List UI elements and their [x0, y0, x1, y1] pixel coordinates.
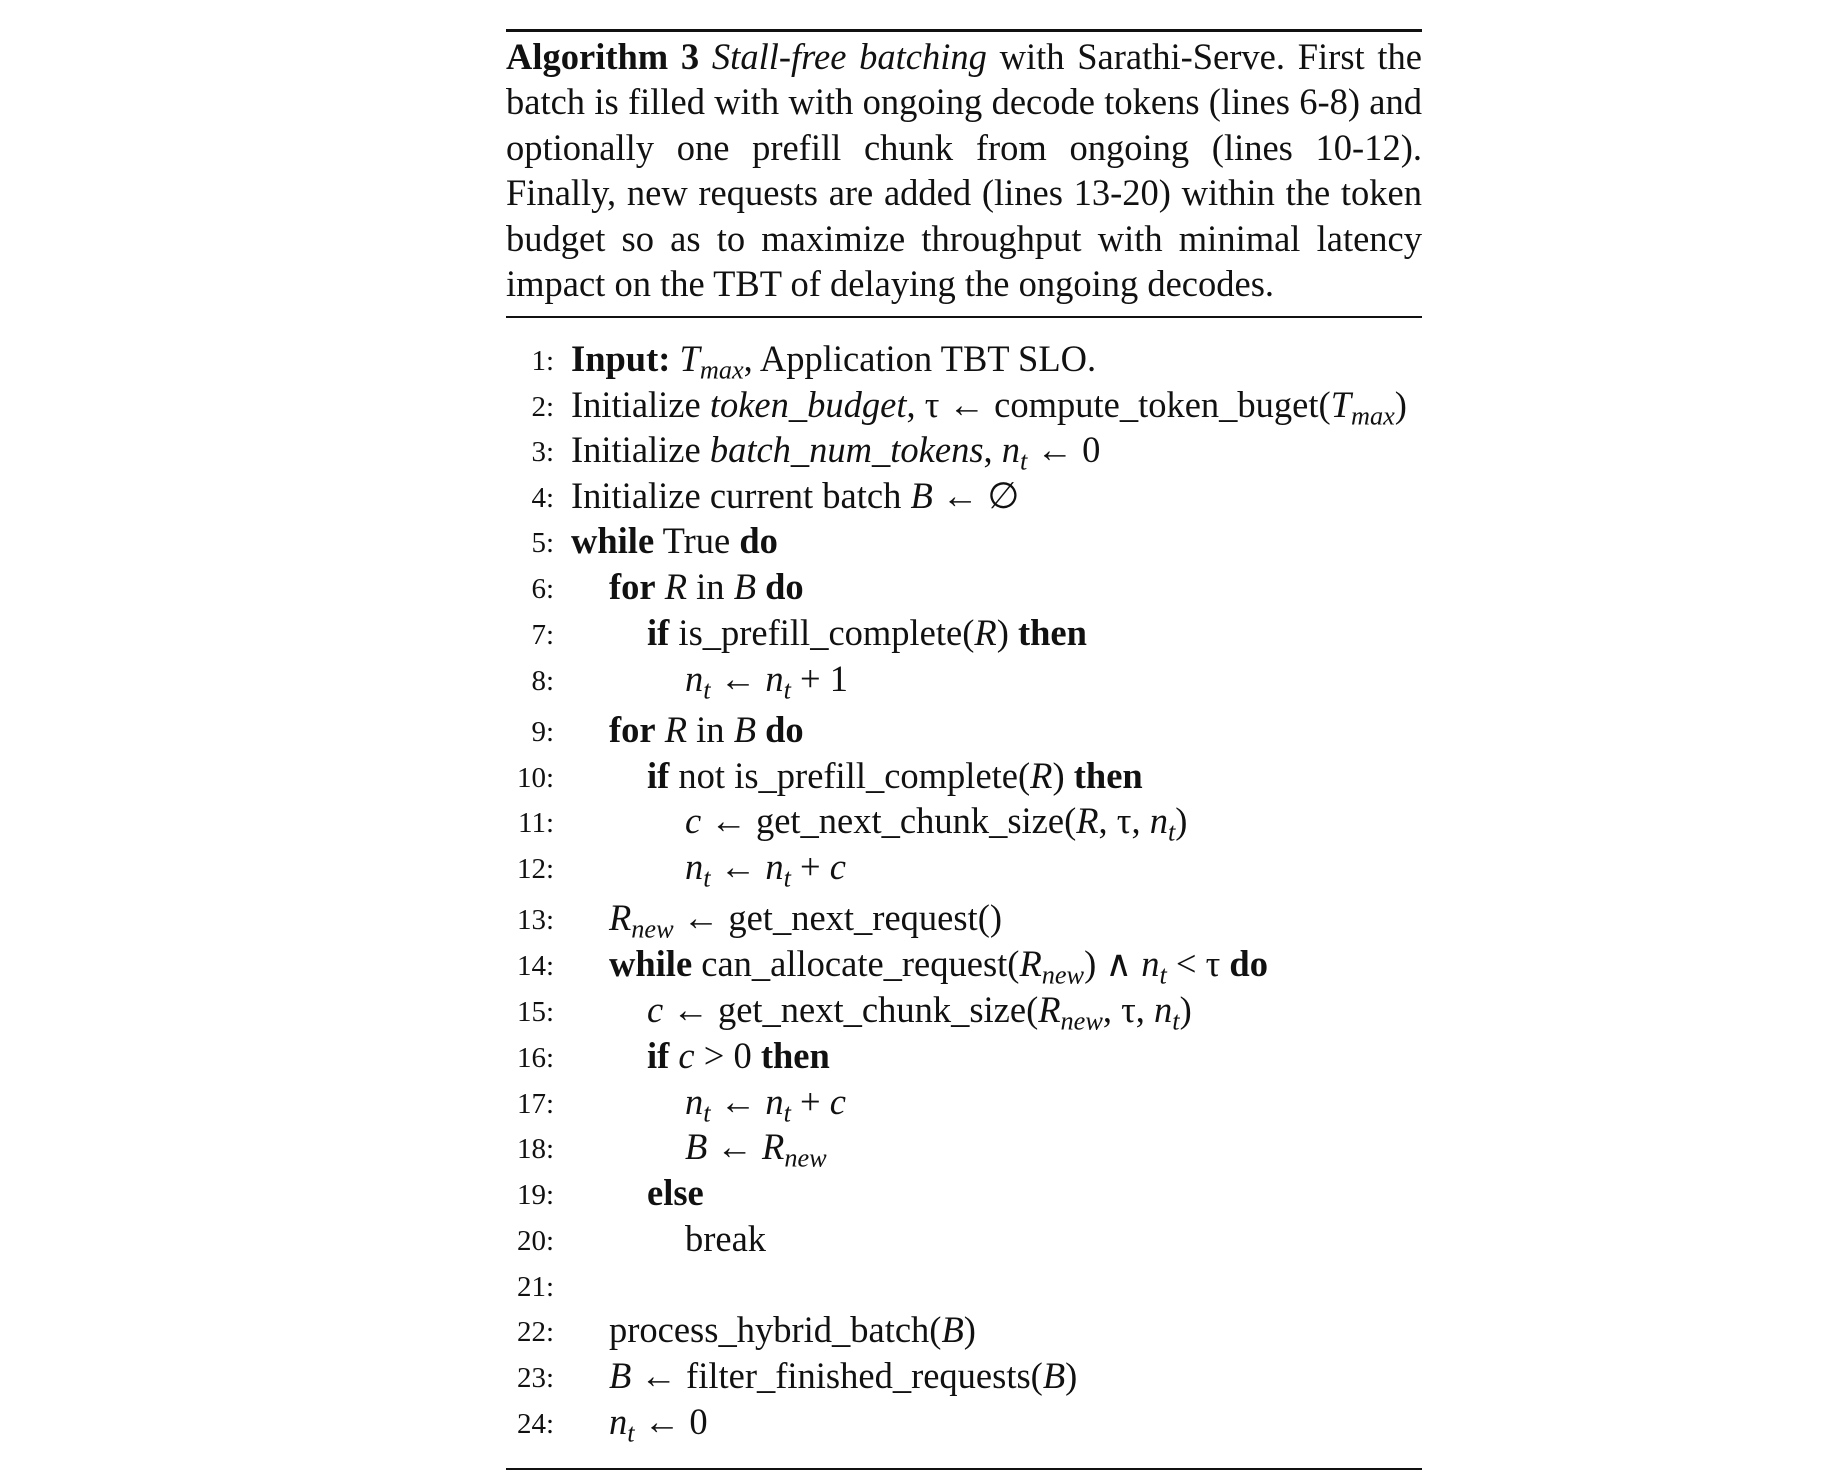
- line-number: 22:: [516, 1316, 554, 1349]
- line-code: $n_t$ ← $n_t + c$: [685, 846, 846, 893]
- algorithm-title: Stall-free batching: [711, 36, 987, 77]
- line-code: Initialize current batch B ← ∅: [571, 475, 1020, 517]
- line-number: 12:: [516, 853, 554, 886]
- top-rule: [506, 29, 1422, 32]
- line-code: $n_t$ ← $n_t + c$: [685, 1081, 846, 1128]
- caption-text: with Sarathi-Serve. First the batch is filled with with ongoing decode tokens (lines 6-8) and optionally one prefill chunk from ongoing (lines 10-12). Finally, new requests are added (lines 13-20) within the token budget so as to maximize throughput with minimal latency impact on the TBT of delaying the ongoing decodes.: [506, 36, 1422, 305]
- line-number: 13:: [516, 904, 554, 937]
- line-number: 14:: [516, 950, 554, 983]
- caption-rule: [506, 316, 1422, 318]
- line-code: else: [647, 1172, 704, 1214]
- line-number: 21:: [516, 1271, 554, 1304]
- line-code: if c > 0 then: [647, 1035, 830, 1077]
- line-code: break: [685, 1218, 767, 1260]
- line-number: 15:: [516, 996, 554, 1029]
- line-number: 3:: [531, 436, 554, 469]
- line-code: $n_t$ ← $n_t + 1$: [685, 658, 848, 705]
- line-code: Input: $T_{max}$, Application TBT SLO.: [571, 338, 1097, 385]
- line-number: 11:: [518, 807, 554, 840]
- line-number: 7:: [531, 619, 554, 652]
- line-number: 23:: [516, 1362, 554, 1395]
- line-number: 2:: [531, 391, 554, 424]
- line-number: 10:: [516, 762, 554, 795]
- line-code: Initialize token_budget, τ ← $compute\_token\_buget(T_{max})$: [571, 384, 1407, 431]
- line-number: 20:: [516, 1225, 554, 1258]
- line-number: 19:: [516, 1179, 554, 1212]
- line-code: while $can\_allocate\_request(R_{new})$ ∧ $n_t < \tau$ do: [609, 943, 1268, 990]
- line-number: 8:: [531, 665, 554, 698]
- line-number: 18:: [516, 1133, 554, 1166]
- line-code: for R in B do: [609, 566, 804, 608]
- line-number: 24:: [516, 1408, 554, 1441]
- algorithm-block: [506, 29, 1422, 1470]
- line-number: 1:: [531, 345, 554, 378]
- line-number: 4:: [531, 482, 554, 515]
- line-code: B ← filter_finished_requests(B): [609, 1355, 1078, 1397]
- line-number: 6:: [531, 573, 554, 606]
- line-code: while True do: [571, 520, 778, 562]
- algorithm-label: Algorithm 3: [506, 36, 700, 77]
- line-code: $n_t$ ← 0: [609, 1401, 708, 1448]
- line-code: c ← get_next_chunk_size(R, τ, $n_t$): [685, 800, 1188, 847]
- line-code: process_hybrid_batch(B): [609, 1309, 976, 1351]
- algorithm-body: [506, 328, 1422, 1458]
- line-number: 17:: [516, 1088, 554, 1121]
- line-number: 5:: [531, 527, 554, 560]
- line-code: if is_prefill_complete(R) then: [647, 612, 1087, 654]
- line-code: c ← $get\_next\_chunk\_size(R_{new}$, τ, $n_t$): [647, 989, 1192, 1036]
- line-code: B ← $R_{new}$: [685, 1126, 827, 1173]
- line-number: 9:: [531, 716, 554, 749]
- line-code: Initialize batch_num_tokens, $n_t$ ← 0: [571, 429, 1101, 476]
- line-code: if not is_prefill_complete(R) then: [647, 755, 1143, 797]
- line-code: $R_{new}$ ← get_next_request(): [609, 897, 1003, 944]
- line-number: 16:: [516, 1042, 554, 1075]
- algorithm-caption: [506, 34, 1422, 306]
- line-code: for R in B do: [609, 709, 804, 751]
